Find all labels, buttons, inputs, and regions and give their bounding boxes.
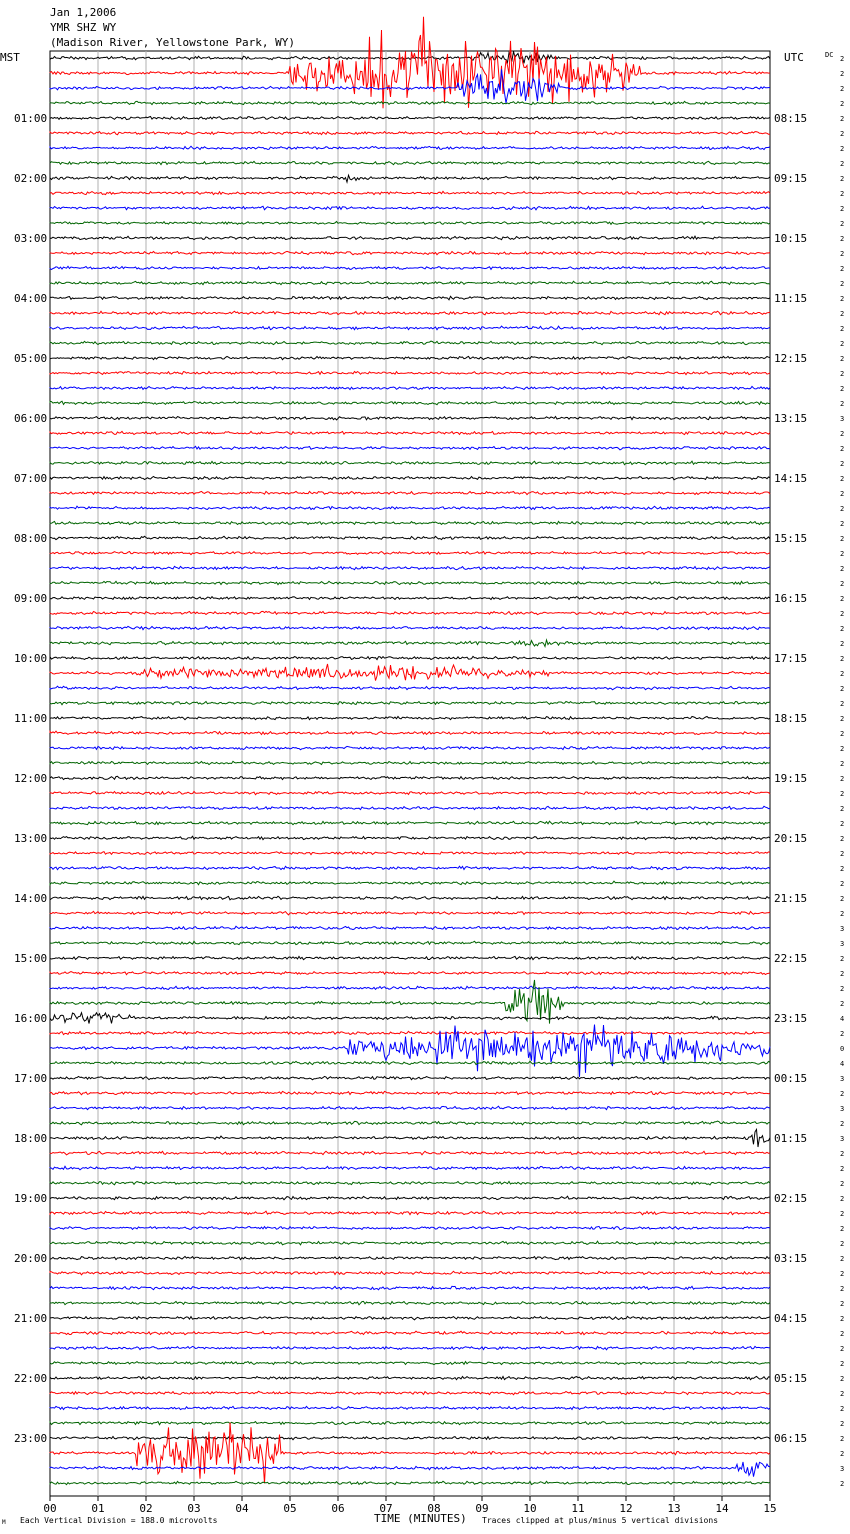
dc-value: 2	[840, 1345, 845, 1353]
utc-hour-label: 09:15	[774, 172, 808, 185]
dc-value: 3	[840, 1135, 845, 1143]
trace-32	[50, 536, 770, 539]
mst-hour-label: 06:00	[14, 412, 48, 425]
trace-51	[50, 821, 770, 825]
trace-81	[50, 1271, 770, 1275]
utc-hour-label: 08:15	[774, 112, 808, 125]
header-location: (Madison River, Yellowstone Park, WY)	[50, 36, 296, 49]
trace-14	[50, 266, 770, 269]
dc-value: 2	[840, 310, 845, 318]
mst-hour-label: 01:00	[14, 112, 48, 125]
trace-75	[50, 1181, 770, 1185]
utc-hour-label: 21:15	[774, 892, 808, 905]
dc-value: 2	[840, 970, 845, 978]
dc-value: 2	[840, 595, 845, 603]
mst-hour-labels	[14, 112, 47, 1445]
x-tick-label: 12	[619, 1502, 633, 1515]
trace-36	[50, 597, 770, 600]
dc-value: 2	[840, 325, 845, 333]
dc-value: 2	[840, 460, 845, 468]
utc-hour-label: 05:15	[774, 1372, 808, 1385]
corner-mark: M	[2, 1519, 6, 1526]
dc-value: 2	[840, 100, 845, 108]
trace-60	[50, 956, 770, 959]
dc-value: 2	[840, 205, 845, 213]
dc-value: 2	[840, 475, 845, 483]
dc-value: 2	[840, 715, 845, 723]
trace-62	[50, 986, 770, 990]
utc-hour-label: 04:15	[774, 1312, 808, 1325]
trace-22	[50, 386, 770, 389]
trace-61	[50, 972, 770, 975]
dc-value: 2	[840, 910, 845, 918]
trace-15	[50, 281, 770, 284]
dc-value: 2	[840, 355, 845, 363]
trace-68	[50, 1076, 770, 1079]
dc-value: 2	[840, 520, 845, 528]
utc-hour-label: 20:15	[774, 832, 808, 845]
x-tick-label: 02	[139, 1502, 153, 1515]
header-station: YMR SHZ WY	[50, 21, 117, 34]
mst-hour-label: 14:00	[14, 892, 48, 905]
x-tick-label: 13	[667, 1502, 681, 1515]
x-tick-label: 00	[43, 1502, 57, 1515]
dc-value: 2	[840, 445, 845, 453]
trace-43	[50, 702, 770, 705]
trace-30	[50, 506, 770, 509]
dc-value: 2	[840, 535, 845, 543]
trace-95	[50, 1481, 770, 1484]
dc-value: 2	[840, 400, 845, 408]
trace-33	[50, 551, 770, 554]
trace-34	[50, 566, 770, 569]
dc-value: 2	[840, 1315, 845, 1323]
mst-hour-label: 19:00	[14, 1192, 48, 1205]
trace-70	[50, 1106, 770, 1109]
trace-40	[50, 656, 770, 659]
dc-value: 2	[840, 85, 845, 93]
trace-80	[50, 1256, 770, 1259]
utc-hour-label: 03:15	[774, 1252, 808, 1265]
trace-77	[50, 1211, 770, 1215]
trace-67	[50, 1061, 770, 1064]
dc-value: 2	[840, 1120, 845, 1128]
trace-37	[50, 611, 770, 614]
x-tick-label: 07	[379, 1502, 393, 1515]
dc-value: 2	[840, 280, 845, 288]
trace-26	[50, 446, 770, 450]
mst-hour-label: 20:00	[14, 1252, 48, 1265]
trace-86	[50, 1346, 770, 1349]
mst-hour-label: 08:00	[14, 532, 48, 545]
trace-16	[50, 296, 770, 300]
trace-78	[50, 1226, 770, 1229]
clip-note: Traces clipped at plus/minus 5 vertical divisions	[482, 1516, 719, 1525]
dc-value: 2	[840, 1000, 845, 1008]
trace-3	[50, 101, 770, 104]
x-axis-title: TIME (MINUTES)	[374, 1512, 467, 1525]
trace-45	[50, 731, 770, 734]
mst-hour-label: 11:00	[14, 712, 48, 725]
mst-hour-label: 18:00	[14, 1132, 48, 1145]
dc-value: 2	[840, 1300, 845, 1308]
trace-19	[50, 341, 770, 345]
dc-value: 2	[840, 625, 845, 633]
dc-value: 2	[840, 760, 845, 768]
trace-0	[50, 51, 770, 63]
trace-53	[50, 852, 770, 855]
mst-hour-label: 07:00	[14, 472, 48, 485]
trace-71	[50, 1121, 770, 1125]
dc-value: 2	[840, 1180, 845, 1188]
seismic-traces	[50, 17, 770, 1485]
dc-value: 2	[840, 865, 845, 873]
dc-value: 2	[840, 1330, 845, 1338]
trace-91	[50, 1421, 770, 1424]
dc-value: 2	[840, 1090, 845, 1098]
dc-value: 2	[840, 220, 845, 228]
trace-57	[50, 911, 770, 915]
dc-value: 2	[840, 160, 845, 168]
trace-11	[50, 222, 770, 225]
trace-88	[50, 1376, 770, 1379]
mst-hour-label: 13:00	[14, 832, 48, 845]
trace-83	[50, 1301, 770, 1304]
dc-value: 2	[840, 115, 845, 123]
trace-92	[50, 1437, 770, 1440]
scale-note: Each Vertical Division = 188.0 microvolts	[20, 1516, 218, 1525]
dc-value: 2	[840, 370, 845, 378]
trace-7	[50, 161, 770, 164]
trace-48	[50, 776, 770, 779]
dc-value: 3	[840, 1465, 845, 1473]
trace-17	[50, 311, 770, 315]
utc-hour-label: 15:15	[774, 532, 808, 545]
dc-value: 2	[840, 1195, 845, 1203]
dc-value: 2	[840, 1450, 845, 1458]
trace-59	[50, 941, 770, 944]
trace-65	[50, 1031, 770, 1034]
utc-hour-label: 10:15	[774, 232, 808, 245]
trace-1	[50, 17, 770, 109]
mst-hour-label: 04:00	[14, 292, 48, 305]
trace-58	[50, 926, 770, 929]
dc-header-label: DC	[825, 51, 834, 59]
dc-value: 0	[840, 1045, 845, 1053]
right-timezone-label: UTC	[784, 51, 804, 64]
trace-69	[50, 1091, 770, 1094]
mst-hour-label: 02:00	[14, 172, 48, 185]
trace-55	[50, 881, 770, 885]
dc-value-column	[840, 55, 844, 1488]
dc-value: 2	[840, 550, 845, 558]
trace-52	[50, 836, 770, 839]
trace-42	[50, 686, 770, 690]
x-tick-label: 08	[427, 1502, 441, 1515]
dc-value: 4	[840, 1015, 845, 1023]
trace-25	[50, 431, 770, 434]
dc-value: 2	[840, 895, 845, 903]
dc-value: 2	[840, 265, 845, 273]
utc-hour-label: 16:15	[774, 592, 808, 605]
dc-value: 2	[840, 685, 845, 693]
trace-35	[50, 581, 770, 584]
trace-6	[50, 146, 770, 149]
utc-hour-label: 00:15	[774, 1072, 808, 1085]
mst-hour-label: 21:00	[14, 1312, 48, 1325]
utc-hour-label: 06:15	[774, 1432, 808, 1445]
trace-50	[50, 806, 770, 809]
dc-value: 2	[840, 1435, 845, 1443]
mst-hour-label: 09:00	[14, 592, 48, 605]
utc-hour-label: 11:15	[774, 292, 808, 305]
mst-hour-label: 15:00	[14, 952, 48, 965]
mst-hour-label: 12:00	[14, 772, 48, 785]
dc-value: 2	[840, 175, 845, 183]
utc-hour-label: 18:15	[774, 712, 808, 725]
trace-18	[50, 326, 770, 330]
dc-value: 2	[840, 70, 845, 78]
dc-value: 2	[840, 1150, 845, 1158]
dc-value: 2	[840, 1240, 845, 1248]
trace-21	[50, 372, 770, 375]
dc-value: 2	[840, 1270, 845, 1278]
dc-value: 2	[840, 1030, 845, 1038]
x-tick-label: 01	[91, 1502, 105, 1515]
trace-20	[50, 356, 770, 359]
trace-79	[50, 1241, 770, 1245]
dc-value: 2	[840, 820, 845, 828]
trace-49	[50, 791, 770, 794]
trace-24	[50, 417, 770, 420]
trace-29	[50, 491, 770, 494]
trace-87	[50, 1361, 770, 1364]
trace-84	[50, 1316, 770, 1319]
dc-value: 2	[840, 1480, 845, 1488]
trace-56	[50, 896, 770, 900]
dc-value: 2	[840, 1225, 845, 1233]
left-timezone-label: MST	[0, 51, 20, 64]
dc-value: 2	[840, 340, 845, 348]
dc-value: 2	[840, 1390, 845, 1398]
dc-value: 2	[840, 670, 845, 678]
x-tick-label: 14	[715, 1502, 729, 1515]
dc-value: 2	[840, 55, 845, 63]
utc-hour-label: 17:15	[774, 652, 808, 665]
dc-value: 3	[840, 1075, 845, 1083]
dc-value: 2	[840, 385, 845, 393]
dc-value: 2	[840, 580, 845, 588]
mst-hour-label: 16:00	[14, 1012, 48, 1025]
dc-value: 2	[840, 1255, 845, 1263]
dc-value: 2	[840, 1210, 845, 1218]
trace-12	[50, 236, 770, 240]
dc-value: 2	[840, 235, 845, 243]
x-tick-label: 04	[235, 1502, 249, 1515]
utc-hour-labels	[774, 112, 807, 1445]
utc-hour-label: 13:15	[774, 412, 808, 425]
trace-89	[50, 1391, 770, 1394]
trace-82	[50, 1286, 770, 1290]
dc-value: 2	[840, 1405, 845, 1413]
dc-value: 2	[840, 640, 845, 648]
x-tick-label: 05	[283, 1502, 297, 1515]
utc-hour-label: 22:15	[774, 952, 808, 965]
trace-47	[50, 761, 770, 764]
dc-value: 2	[840, 745, 845, 753]
dc-value: 3	[840, 415, 845, 423]
trace-23	[50, 401, 770, 405]
mst-hour-label: 05:00	[14, 352, 48, 365]
dc-value: 2	[840, 700, 845, 708]
footer-block	[2, 1512, 718, 1526]
dc-value: 2	[840, 295, 845, 303]
trace-54	[50, 866, 770, 870]
trace-90	[50, 1406, 770, 1409]
dc-value: 2	[840, 880, 845, 888]
trace-5	[50, 131, 770, 134]
dc-value: 2	[840, 1375, 845, 1383]
trace-10	[50, 206, 770, 210]
dc-value: 3	[840, 940, 845, 948]
dc-value: 2	[840, 985, 845, 993]
trace-44	[50, 717, 770, 720]
dc-value: 3	[840, 925, 845, 933]
dc-value: 2	[840, 850, 845, 858]
dc-value: 2	[840, 250, 845, 258]
trace-13	[50, 251, 770, 254]
trace-8	[50, 175, 770, 182]
dc-value: 2	[840, 505, 845, 513]
utc-hour-label: 02:15	[774, 1192, 808, 1205]
dc-value: 2	[840, 430, 845, 438]
dc-value: 2	[840, 790, 845, 798]
trace-41	[50, 664, 770, 681]
mst-hour-label: 17:00	[14, 1072, 48, 1085]
trace-46	[50, 746, 770, 749]
trace-39	[50, 640, 770, 647]
trace-38	[50, 626, 770, 629]
x-tick-label: 09	[475, 1502, 489, 1515]
trace-4	[50, 117, 770, 120]
mst-hour-label: 03:00	[14, 232, 48, 245]
dc-value: 2	[840, 805, 845, 813]
dc-value: 2	[840, 145, 845, 153]
x-tick-label: 03	[187, 1502, 201, 1515]
dc-value: 2	[840, 1165, 845, 1173]
trace-72	[50, 1129, 770, 1147]
mst-hour-label: 22:00	[14, 1372, 48, 1385]
mst-hour-label: 23:00	[14, 1432, 48, 1445]
dc-value: 2	[840, 565, 845, 573]
x-tick-label: 15	[763, 1502, 777, 1515]
utc-hour-label: 14:15	[774, 472, 808, 485]
header-block	[50, 6, 295, 49]
trace-74	[50, 1166, 770, 1170]
utc-hour-label: 23:15	[774, 1012, 808, 1025]
dc-value: 2	[840, 190, 845, 198]
dc-value: 2	[840, 655, 845, 663]
utc-hour-label: 01:15	[774, 1132, 808, 1145]
dc-value: 2	[840, 730, 845, 738]
dc-value: 2	[840, 1285, 845, 1293]
dc-value: 2	[840, 775, 845, 783]
mst-hour-label: 10:00	[14, 652, 48, 665]
dc-value: 2	[840, 835, 845, 843]
dc-value: 3	[840, 1105, 845, 1113]
trace-28	[50, 477, 770, 480]
trace-76	[50, 1196, 770, 1200]
utc-hour-label: 19:15	[774, 772, 808, 785]
dc-value: 2	[840, 130, 845, 138]
dc-value: 2	[840, 1360, 845, 1368]
x-tick-label: 06	[331, 1502, 345, 1515]
dc-value: 2	[840, 610, 845, 618]
dc-value: 2	[840, 1420, 845, 1428]
dc-value: 2	[840, 955, 845, 963]
trace-73	[50, 1151, 770, 1155]
x-tick-label: 10	[523, 1502, 537, 1515]
trace-9	[50, 191, 770, 194]
dc-value: 2	[840, 490, 845, 498]
header-date: Jan 1,2006	[50, 6, 117, 19]
trace-27	[50, 461, 770, 465]
x-tick-label: 11	[571, 1502, 585, 1515]
utc-hour-label: 12:15	[774, 352, 808, 365]
trace-85	[50, 1331, 770, 1335]
trace-31	[50, 521, 770, 524]
dc-value: 4	[840, 1060, 845, 1068]
trace-93	[50, 1423, 770, 1484]
trace-64	[50, 1013, 770, 1024]
